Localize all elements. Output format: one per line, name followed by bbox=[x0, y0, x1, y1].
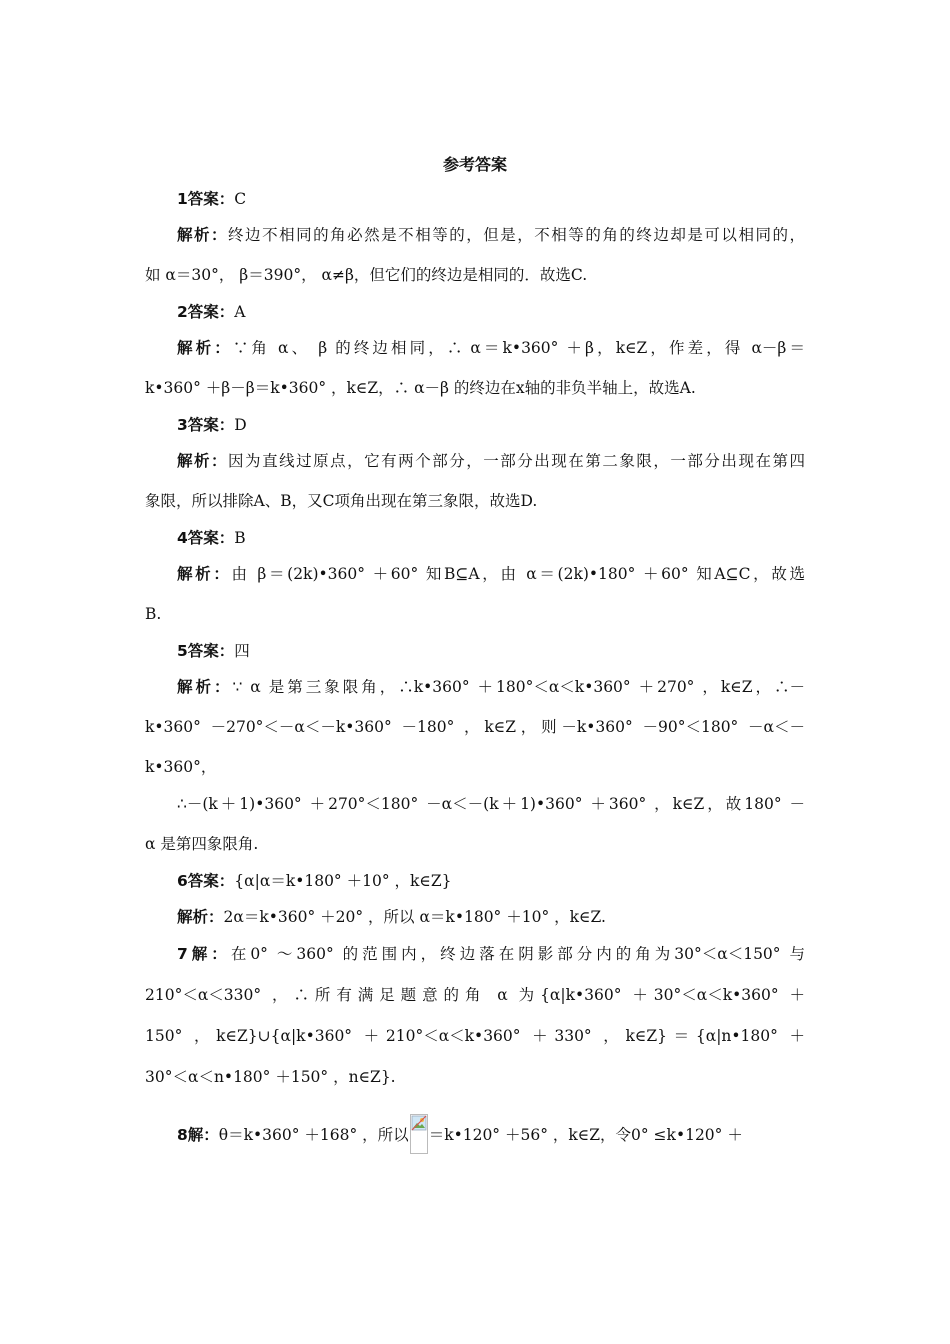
analysis-text: 因为直线过原点，它有两个部分，一部分出现在第二象限，一部分出现在第四 bbox=[228, 452, 805, 470]
analysis-label: 解析： bbox=[177, 678, 233, 696]
page-title: 参考答案 bbox=[442, 155, 507, 174]
answer-6 bbox=[177, 870, 805, 892]
analysis-label: 解析： bbox=[177, 226, 229, 244]
analysis-2-line-2: k•360° ＋β－β＝k•360° ，k∈Z，∴ α－β 的终边在x轴的非负半轴上，故选A. bbox=[145, 379, 696, 397]
answer-4 bbox=[177, 527, 805, 549]
analysis-label: 解析： bbox=[177, 339, 233, 357]
answer-label: 5答案： bbox=[177, 642, 235, 660]
answer-label: 3答案： bbox=[177, 416, 235, 434]
solution-text-before: θ＝k•360° ＋168° ，所以 bbox=[218, 1126, 409, 1144]
solution-label: 8解： bbox=[177, 1126, 219, 1144]
analysis-text: 终边不相同的角必然是不相等的，但是，不相等的角的终边却是可以相同的， bbox=[228, 226, 805, 244]
analysis-5-line-3: k•360°， bbox=[145, 758, 217, 776]
answer-label: 4答案： bbox=[177, 529, 235, 547]
analysis-1-line-2: 如 α＝30°， β＝390°， α≠β，但它们的终边是相同的．故选C. bbox=[145, 266, 588, 284]
answer-label: 1答案： bbox=[177, 190, 235, 208]
answer-value: {α|α＝k•180° ＋10° ，k∈Z} bbox=[234, 872, 452, 890]
answer-3 bbox=[177, 414, 805, 436]
solution-text-after: ＝k•120° ＋56° ，k∈Z，令0° ≤k•120° ＋ bbox=[428, 1126, 743, 1144]
solution-text: 在0° ～360° 的范围内，终边落在阴影部分内的角为30°＜α＜150° 与 bbox=[230, 945, 805, 963]
analysis-6-line-1 bbox=[177, 906, 805, 928]
solution-7-line-2: 210°＜α＜330° ，∴所有满足题意的角 α 为{α|k•360° ＋30°＜α＜k•360° ＋ bbox=[145, 986, 805, 1004]
solution-7-line-3: 150° ，k∈Z}∪{α|k•360° ＋210°＜α＜k•360° ＋330° ，k∈Z}＝{α|n•180° ＋ bbox=[145, 1027, 805, 1045]
broken-image-icon bbox=[410, 1114, 428, 1154]
answer-value: B bbox=[234, 529, 246, 547]
analysis-label: 解析： bbox=[177, 452, 229, 470]
solution-label: 7解： bbox=[177, 945, 231, 963]
answer-value: D bbox=[234, 416, 247, 434]
analysis-5-line-1 bbox=[177, 676, 805, 698]
analysis-5-line-5: α 是第四象限角. bbox=[145, 835, 259, 853]
answer-1 bbox=[177, 188, 805, 210]
answer-value: C bbox=[234, 190, 247, 208]
solution-7-line-4: 30°＜α＜n•180° ＋150° ，n∈Z}. bbox=[145, 1068, 396, 1086]
analysis-label: 解析： bbox=[177, 565, 232, 583]
solution-8-line-1 bbox=[177, 1114, 805, 1154]
analysis-text: 2α＝k•360° ＋20° ，所以 α＝k•180° ＋10° ，k∈Z. bbox=[223, 908, 606, 926]
analysis-1-line-1 bbox=[177, 224, 805, 246]
analysis-text: 由 β＝(2k)•360° ＋60° 知B⊆A，由 α＝(2k)•180° ＋60° 知A⊆C，故选 bbox=[231, 565, 805, 583]
analysis-5-line-2: k•360° －270°＜－α＜－k•360° －180° ，k∈Z，则－k•360° －90°＜180° －α＜－ bbox=[145, 718, 805, 736]
analysis-3-line-1 bbox=[177, 450, 805, 472]
analysis-5-line-4: ∴－(k＋1)•360° ＋270°＜180° －α＜－(k＋1)•360° ＋360° ，k∈Z，故180° － bbox=[177, 795, 805, 813]
answer-label: 6答案： bbox=[177, 872, 235, 890]
analysis-3-line-2: 象限，所以排除A、B，又C项角出现在第三象限，故选D. bbox=[145, 492, 538, 510]
answer-value: A bbox=[234, 303, 246, 321]
answer-5 bbox=[177, 640, 805, 662]
analysis-text: ∵ α 是第三象限角，∴k•360° ＋180°＜α＜k•360° ＋270° ，k∈Z，∴－ bbox=[232, 678, 805, 696]
analysis-4-line-1 bbox=[177, 563, 805, 585]
analysis-4-line-2: B. bbox=[145, 605, 162, 623]
answer-value: 四 bbox=[234, 642, 250, 660]
analysis-label: 解析： bbox=[177, 908, 224, 926]
solution-7-line-1 bbox=[177, 943, 805, 965]
analysis-2-line-1 bbox=[177, 337, 805, 359]
answer-label: 2答案： bbox=[177, 303, 235, 321]
answer-2 bbox=[177, 301, 805, 323]
analysis-text: ∵角 α、 β 的终边相同，∴ α＝k•360° ＋β，k∈Z，作差，得 α－β＝ bbox=[232, 339, 805, 357]
